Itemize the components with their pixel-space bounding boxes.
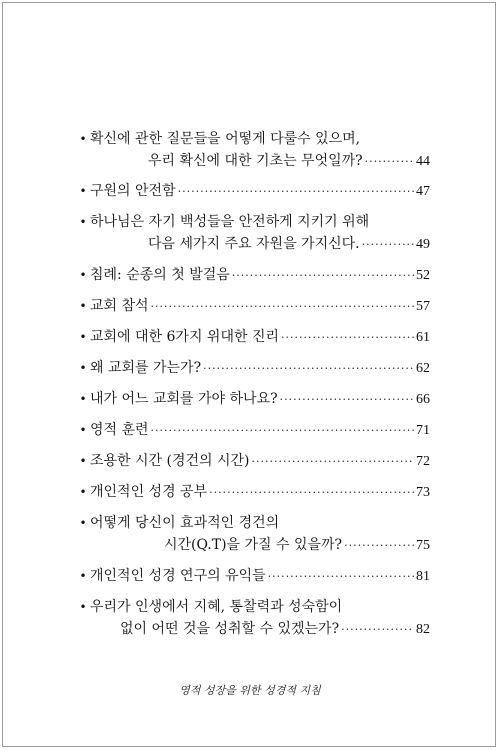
toc-entry-title: 없이 어떤 것을 성취할 수 있겠는가? [120,621,340,637]
toc-entry-title: 우리 확신에 대한 기초는 무엇일까? [148,153,363,169]
dot-leader [280,389,414,411]
running-footer: 영적 성장을 위한 성경적 지침 [179,684,321,697]
toc-entry-page: 61 [416,330,430,345]
table-of-contents [78,128,430,641]
toc-entry-page: 72 [416,454,430,469]
dot-leader [178,181,414,203]
toc-entry-11[interactable] [78,481,430,504]
toc-entry-page: 52 [416,268,430,283]
toc-entry-line [78,357,430,380]
toc-entry-title: 조용한 시간 (경건의 시간) [90,453,250,469]
toc-entry-page: 57 [416,299,430,314]
toc-entry-page: 75 [416,538,430,553]
toc-entry-page: 71 [416,423,430,438]
toc-entry-line [78,150,430,173]
bullet-icon: • [79,569,87,583]
bullet-icon: • [79,423,87,437]
bullet-icon: • [79,361,87,375]
toc-entry-page: 49 [416,237,430,252]
toc-entry-page: 81 [416,569,430,584]
toc-entry-title: 하나님은 자기 백성들을 안전하게 지키기 위해 [90,214,370,230]
toc-entry-line [78,534,430,557]
toc-entry-title: 개인적인 성경 공부 [90,484,208,500]
bullet-icon: • [79,184,87,198]
bullet-icon: • [79,485,87,499]
bullet-icon: • [79,299,87,313]
toc-entry-14[interactable] [78,596,430,641]
toc-entry-title: 교회 참석 [90,298,149,314]
toc-entry-page: 44 [416,154,430,169]
toc-entry-title: 왜 교회를 가는가? [90,360,202,376]
bullet-icon: • [79,268,87,282]
toc-entry-line [78,326,430,349]
toc-entry-title: 구원의 안전함 [90,183,176,199]
toc-entry-line [78,128,430,150]
toc-entry-8[interactable] [78,388,430,411]
dot-leader [365,151,414,173]
dot-leader [209,482,414,504]
toc-entry-12[interactable] [78,512,430,557]
toc-entry-page: 73 [416,485,430,500]
toc-entry-title: 우리가 인생에서 지혜, 통찰력과 성숙함이 [90,599,343,615]
toc-entry-page: 82 [416,622,430,637]
toc-entry-9[interactable] [78,419,430,442]
toc-entry-page: 62 [416,361,430,376]
toc-entry-page: 47 [416,184,430,199]
toc-entry-line [78,264,430,287]
toc-entry-7[interactable] [78,357,430,380]
toc-entry-5[interactable] [78,295,430,318]
dot-leader [362,234,414,256]
toc-entry-line [78,180,430,203]
toc-entry-title: 침례: 순종의 첫 발걸음 [90,267,230,283]
toc-entry-6[interactable] [78,326,430,349]
bullet-icon: • [79,600,87,614]
dot-leader [252,451,414,473]
toc-entry-title: 교회에 대한 6가지 위대한 진리 [90,329,279,345]
toc-entry-10[interactable] [78,450,430,473]
toc-entry-line [78,618,430,641]
toc-entry-title: 어떻게 당신이 효과적인 경건의 [90,515,280,531]
toc-entry-2[interactable] [78,180,430,203]
toc-entry-title: 확신에 관한 질문들을 어떻게 다룰수 있으며, [90,131,361,147]
dot-leader [281,327,414,349]
dot-leader [344,535,414,557]
bullet-icon: • [79,132,87,146]
dot-leader [151,420,414,442]
toc-entry-title: 다음 세가지 주요 자원을 가지신다. [148,236,360,252]
toc-entry-line [78,419,430,442]
toc-entry-3[interactable] [78,211,430,256]
toc-entry-line [78,450,430,473]
toc-entry-4[interactable] [78,264,430,287]
toc-entry-page: 66 [416,392,430,407]
bullet-icon: • [79,215,87,229]
dot-leader [232,265,414,287]
toc-entry-13[interactable] [78,565,430,588]
bullet-icon: • [79,330,87,344]
toc-entry-title: 시간(Q.T)을 가질 수 있을까? [164,537,343,553]
toc-entry-line [78,481,430,504]
dot-leader [268,566,414,588]
toc-entry-line [78,596,430,618]
bullet-icon: • [79,516,87,530]
toc-entry-line [78,211,430,233]
toc-entry-title: 개인적인 성경 연구의 유익들 [90,568,266,584]
bullet-icon: • [79,454,87,468]
dot-leader [341,619,414,641]
toc-entry-1[interactable] [78,128,430,174]
toc-entry-line [78,233,430,256]
dot-leader [203,358,414,380]
toc-entry-line [78,388,430,411]
dot-leader [151,296,414,318]
toc-entry-title: 영적 훈련 [90,422,149,438]
bullet-icon: • [79,392,87,406]
toc-entry-line [78,512,430,534]
toc-entry-line [78,295,430,318]
toc-entry-line [78,565,430,588]
toc-entry-title: 내가 어느 교회를 가야 하나요? [90,391,278,407]
